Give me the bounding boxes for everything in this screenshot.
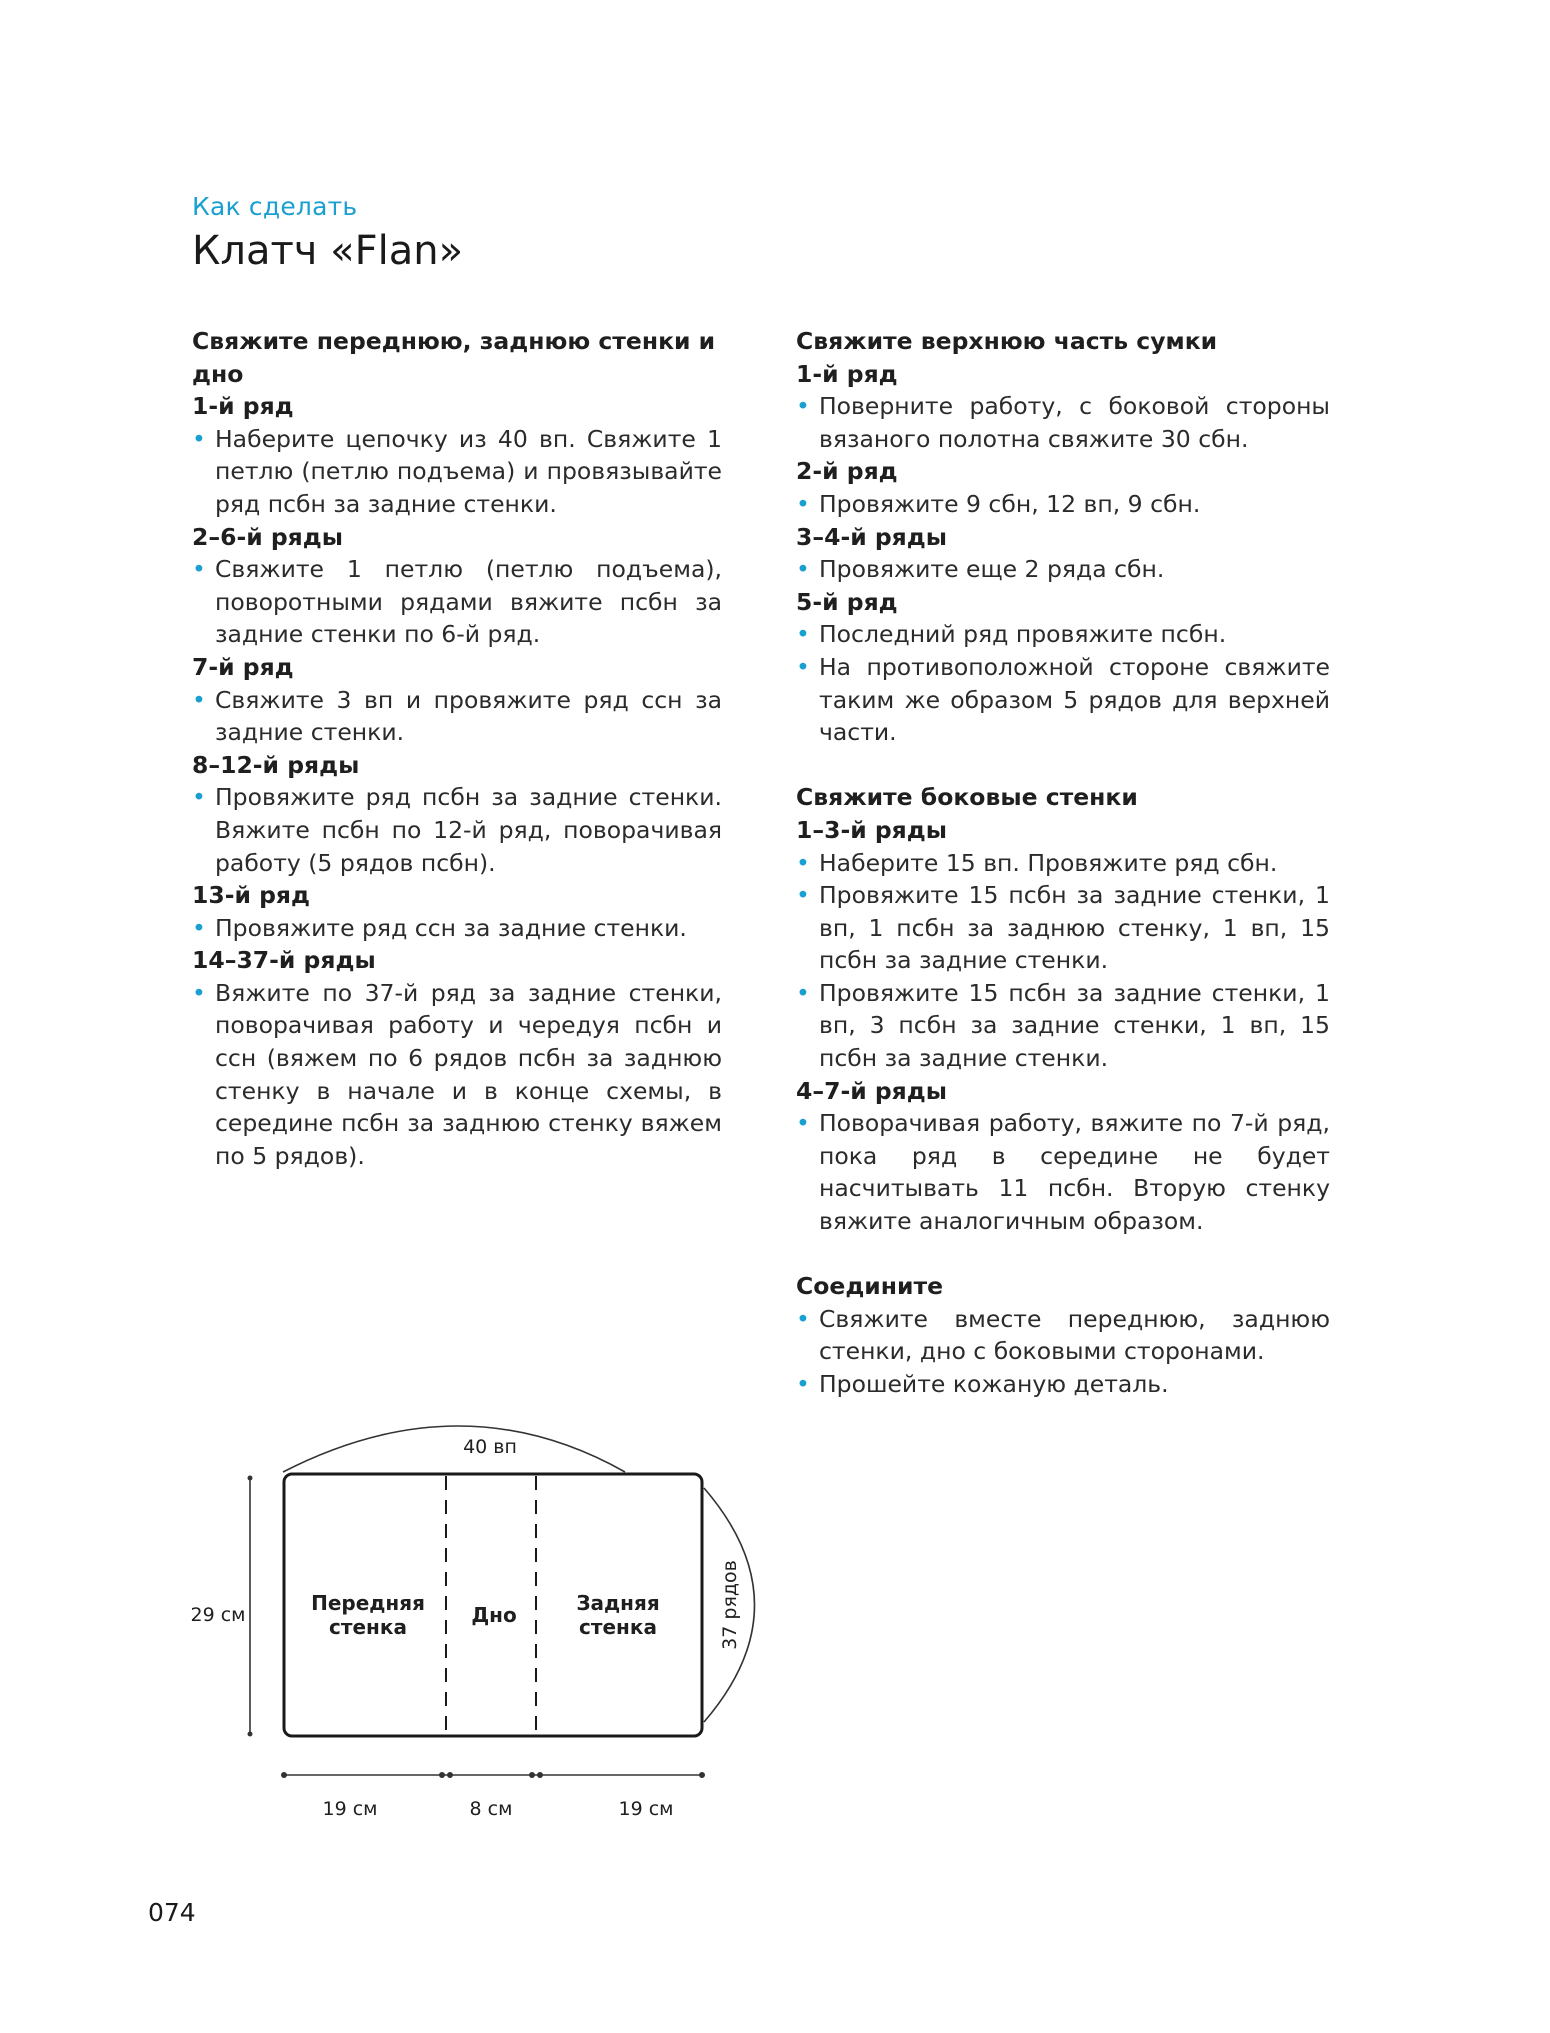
row-label: 3–4-й ряды [796,522,947,551]
bullet-item: • Провяжите 15 псбн за задние стенки, 1 вп, 3 псбн за задние стенки, 1 вп, 15 псбн за задние стенки. [796,977,1330,1075]
bullet-item: • Вяжите по 37-й ряд за задние стенки, поворачивая работу и чередуя псбн и ссн (вяжем по 6 рядов псбн за заднюю стенку в начале и в конце схемы, в середине псбн за заднюю стенку вяжем по 5 рядов). [192,977,722,1173]
width-dot-3 [447,1772,453,1778]
panel-back-line1: Задняя [576,1591,660,1615]
bullet-item: • Поверните работу, с боковой стороны вязаного полотна свяжите 30 сбн. [796,390,1330,455]
bullet-item: • Наберите 15 вп. Провяжите ряд сбн. [796,847,1330,880]
width-label-front: 19 см [322,1798,378,1820]
row-label: 5-й ряд [796,587,898,616]
row-label: 1-й ряд [796,359,898,388]
row-label: 14–37-й ряды [192,946,376,975]
height-dimension-dot-bottom [248,1732,253,1737]
section-heading: Свяжите верхнюю часть сумки [796,327,1218,355]
bullet-list [192,423,722,521]
bullet-item: • Свяжите вместе переднюю, заднюю стенки, дно с боковыми сторонами. [796,1303,1330,1368]
bullet-item: • Наберите цепочку из 40 вп. Свяжите 1 петлю (петлю подъема) и провязывайте ряд псбн за задние стенки. [192,423,722,521]
top-label: 40 вп [463,1436,517,1458]
bullet-item: • На противоположной стороне свяжите таким же образом 5 рядов для верхней части. [796,651,1330,749]
width-dot-6 [699,1772,705,1778]
section-heading: Свяжите боковые стенки [796,783,1138,812]
bullet-list [796,847,1330,1075]
bullet-list [796,618,1330,748]
clutch-diagram [180,1420,800,1840]
row-label: 1-й ряд [192,392,294,421]
bullet-list [796,553,1330,586]
instruction-section [796,325,1330,749]
left-column [192,325,722,1205]
row-label: 13-й ряд [192,881,310,910]
bullet-list [192,912,722,945]
bullet-item: • Свяжите 3 вп и провяжите ряд ссн за задние стенки. [192,684,722,749]
section-heading: Свяжите переднюю, заднюю стенки и дно [192,327,716,388]
panel-front-line1: Передняя [311,1591,425,1615]
panel-back-line2: стенка [579,1615,657,1639]
section-heading: Соедините [796,1272,944,1301]
row-label: 8–12-й ряды [192,750,360,779]
panel-front-line2: стенка [329,1615,407,1639]
bullet-list [192,684,722,749]
bullet-item: • Прошейте кожаную деталь. [796,1368,1330,1401]
panel-bottom-label: Дно [471,1603,517,1627]
width-dot-1 [281,1772,287,1778]
row-label: 2–6-й ряды [192,522,343,551]
bullet-list [192,781,722,879]
bullet-item: • Провяжите 15 псбн за задние стенки, 1 вп, 1 псбн за заднюю стенку, 1 вп, 15 псбн за задние стенки. [796,879,1330,977]
bullet-list [796,1303,1330,1401]
bullet-list [796,1107,1330,1237]
top-arc [283,1426,625,1472]
width-dot-5 [537,1772,543,1778]
width-label-bottom: 8 см [469,1798,513,1820]
instruction-section [796,1270,1330,1400]
row-label: 1–3-й ряды [796,815,947,844]
width-dot-2 [439,1772,445,1778]
bullet-item: • Провяжите 9 сбн, 12 вп, 9 сбн. [796,488,1330,521]
bullet-item: • Свяжите 1 петлю (петлю подъема), поворотными рядами вяжите псбн за задние стенки по 6-й ряд. [192,553,722,651]
page-number: 074 [148,1898,196,1927]
height-label: 29 см [190,1604,246,1626]
bullet-item: • Последний ряд провяжите псбн. [796,618,1330,651]
height-dimension-dot-top [248,1476,253,1481]
bullet-list [192,977,722,1173]
bullet-list [192,553,722,651]
width-dot-4 [529,1772,535,1778]
bullet-item: • Провяжите ряд ссн за задние стенки. [192,912,722,945]
bullet-item: • Провяжите ряд псбн за задние стенки. Вяжите псбн по 12-й ряд, поворачивая работу (5 рядов псбн). [192,781,722,879]
row-label: 2-й ряд [796,457,898,486]
bullet-list [796,488,1330,521]
page-title: Клатч «Flan» [192,228,464,274]
rows-label: 37 рядов [719,1560,741,1650]
right-column [796,325,1330,1433]
instruction-section [796,781,1330,1237]
width-label-back: 19 см [618,1798,674,1820]
row-label: 7-й ряд [192,652,294,681]
bullet-item: • Поворачивая работу, вяжите по 7-й ряд, пока ряд в середине не будет насчитывать 11 псбн. Вторую стенку вяжите аналогичным образом. [796,1107,1330,1237]
bullet-list [796,390,1330,455]
instruction-section [192,325,722,1172]
row-label: 4–7-й ряды [796,1076,947,1105]
section-subtitle: Как сделать [192,192,358,221]
bullet-item: • Провяжите еще 2 ряда сбн. [796,553,1330,586]
